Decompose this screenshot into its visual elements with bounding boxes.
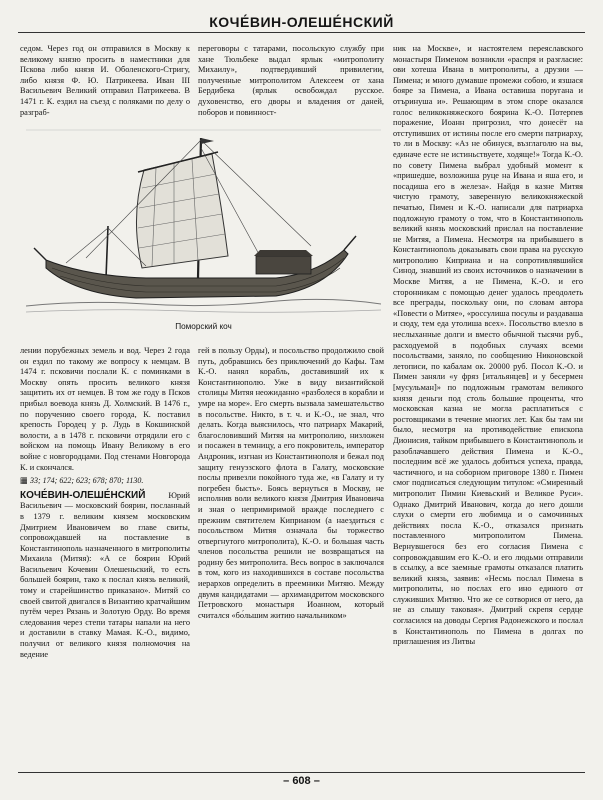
paragraph: ник на Москве», и настоятелем переяславского монастыря Пименом возникли «распря и разгласие: ови хотеша Ивана в митрополиты, а друзии — Пимена; и много думавше промежи собою, и язшася бояре за Пимена, а Ивана оставиша поругана и отъринуша и». Решающим в этом споре оказался голос великокняжеского боярина К.-О. Потерпев поражение, Иоанн пригрозил, что донесёт на отступивших от истины после его смерти патриарху, то ли в Москву: «Аз не обинуся, възглаголю на вы, единаче есте не истиньствуете, ходяще!» Тогда К.-О. по совету Пимена выбрал удобный момент к «пришедше, возложиша руце на Ивана и яша его, и посадиша его в железа». Найдя в казне Митяя чистую грамоту, заверенную великокняжеской печатью, Пимен и К.-О. написали для патриарха подложную грамоту о том, что в Константинополь великий князь московский прислал на поставление не Митяя, а Пимена. Несмотря на прибывшего в Константинополь доказывать свои права на русскую митрополию Киприана и на сопротивлявшийся Синод, знавший из своих источников о назначении в Москве Митяя, а не Пимена, К.-О. и его сторонникам с помощью денег удалось преодолеть все преграды, поскольку они, по словам автора «Повести о Митяе», «россулиша посулы и раздаваша и сюду, тем еда утолиша всех». Посольство влезло в неслыханные долги и вместо обычной тысячи руб., расходуемой в подобных случаях всеми посольствами, заняло, по сообщению Никоновской летописи, по кабалам ок. 20000 руб. Посол К.-О. и Пимен заняли «у фряз [итальянцев] и у бесермен [мусульман]» по подложным грамотам великого князя деньги под столь большие проценты, что московская казна не могла расплатиться с ростовщиками в течение многих лет. Как бы там ни было, несмотря на противодействие епископа Дионисия, тайком прибывшего в Константинополь и разоблачавшего действия Пимена и К.-О., последним всё же удалось добиться успеха, правда, частичного, и на соборном приговоре 1380 г. Пимен смог подписаться следующим титулом: «Смиренный митрополит Пимин Киевьский и Великое Руси». Однако Дмитрий Иванович, когда до него дошли слухи о смерти его любимца и о самочинных действиях посла К.-О., отказался признать поставленного митрополитом Пимена. Вернувшегося без его согласия Пимена с сопровождавшим его К.-О. и его людьми отправили в ссылку, а все заемные грамоты отказался платить великий князь, заявив: «Несмь послал Пимена в митрополиты, но послах его ино единого от служивших Митяю. Что же се сотворися от него, да не аз слышу таковая». Дмитрий скрепя сердце согласился на доводы Сергия Радонежского и послал в Константинополь по Пимена в долгах по приглашения из Литвы <box>393 44 583 647</box>
paragraph: переговоры с татарами, посольскую службу при хане Тюльбеке выдал ярлык «митрополиту Михаилу», подтвердивший привилегии, полученные митрополитом Алексеем от хана Бердибека (ярлык освобождал русское. духовенство, его дворы и владения от даней, поборов и повинност- <box>198 44 384 117</box>
column-1-top <box>20 44 190 126</box>
entry-text: Юрий Васильевич — московский боярин, посланный в 1379 г. великим князем московским Дмитрием Ивановичем во главе свиты, сопровождавшей на поставление в Константинополь назначенного в митрополиты Михаила (Митяя): «А се боярин Юрий Васильевич Кочевин Олешеньский, то есть большей боярин, тако к послал князь великий, тому и старейшинство приказано». Митяй со своей свитой двигался в Византию кратчайшим путём через Рязань и Золотую Орду. Во время следования через степи татары напали на него и доставили в ставку Мамая. К.-О., видимо, получил от великого князя полномочия на ведение <box>20 490 190 659</box>
references: 33; 174; 622; 623; 678; 870; 1130. <box>29 476 144 486</box>
page-footer <box>0 772 603 792</box>
header-rule <box>18 32 585 33</box>
pomor-koch-drawing <box>26 128 381 318</box>
paragraph: седом. Через год он отправился в Москву к великому князю просить в наместники для Пскова либо князя И. Оболенского-Стригу, либо князя Ф. Ю. Патрикеева. Иван III Васильевич Великий отправил Патрикеева. В 1471 г. К. ездил на съезд с поляками по делу о разграб- <box>20 44 190 117</box>
book-icon: ▦ <box>20 476 28 486</box>
column-3 <box>393 44 583 766</box>
running-head: КОЧЕ́ВИН-ОЛЕШЕ́НСКИЙ <box>209 14 394 30</box>
ship-illustration <box>26 128 381 318</box>
figure-caption: Поморский коч <box>175 322 232 331</box>
reference-line <box>20 476 190 487</box>
paragraph: лении порубежных земель и вод. Через 2 года он ездил по такому же вопросу к немцам. В 1474 г. псковичи послали К. с поминками в Москву опять просить великого князя защитить их от немцев. В том же году в Псков прибыл воевода князь Д. Холмский. В 1476 г., по поручению своего города, К. поставил крепость Городец у р. Лудь в Кокшинской волости, а в 1478 г. псковичи отрядили его с войском на помощь Ивану Великому в его войне с новгородцами. Под стенами Новгорода К. и скончался. <box>20 346 190 472</box>
entry-headword: КОЧЕ́ВИН-ОЛЕШЕ́НСКИЙ <box>20 489 146 501</box>
page-number: – 608 – <box>283 775 320 787</box>
footer-rule <box>18 772 585 773</box>
column-2-bottom <box>198 346 384 768</box>
column-2-top <box>198 44 384 126</box>
paragraph: гей в пользу Орды), и посольство продолжило свой путь, добравшись без приключений до Кафы. Там К.-О. нанял корабль, доставивший их к Константинополю. Уже в виду византийской столицы Митяя неожиданно «разболеся в корабли и умре на море». Его смерть вызвала замешательство в посольстве. Никто, в т. ч. и К.-О., не знал, что делать. Когда выяснилось, что патриарх Макарий, благословивший Митяя на митрополию, низложен и посажен в темницу, а его покровитель, император Андроник, изгнан из Константинополя и бежал под защиту генуэзского флота в Галату, московские послы привезли покойного туда же, «в Галату и ту погребен бысть». Боясь вернуться в Москву, не исполнив воли великого князя Дмитрия Ивановича и зная о непримиримой вражде последнего с прежним святителем Киприаном (а наездиться с посольством Митяя означала бы торжество отвергнутого митрополита), К.-О. и большая часть членов посольства решили не возвращаться на родину без митрополита. Весь вопрос в заключался в том, кого из находившихся в составе посольства иерархов определить в преемники Митяю. Между двумя кандидатами — архимандритом московского Петровского монастыря Иоанном, который считался «бо́льшим житию начальником» <box>198 346 384 620</box>
column-1-bottom <box>20 346 190 768</box>
entry-paragraph <box>20 491 190 661</box>
page-header <box>0 0 603 40</box>
